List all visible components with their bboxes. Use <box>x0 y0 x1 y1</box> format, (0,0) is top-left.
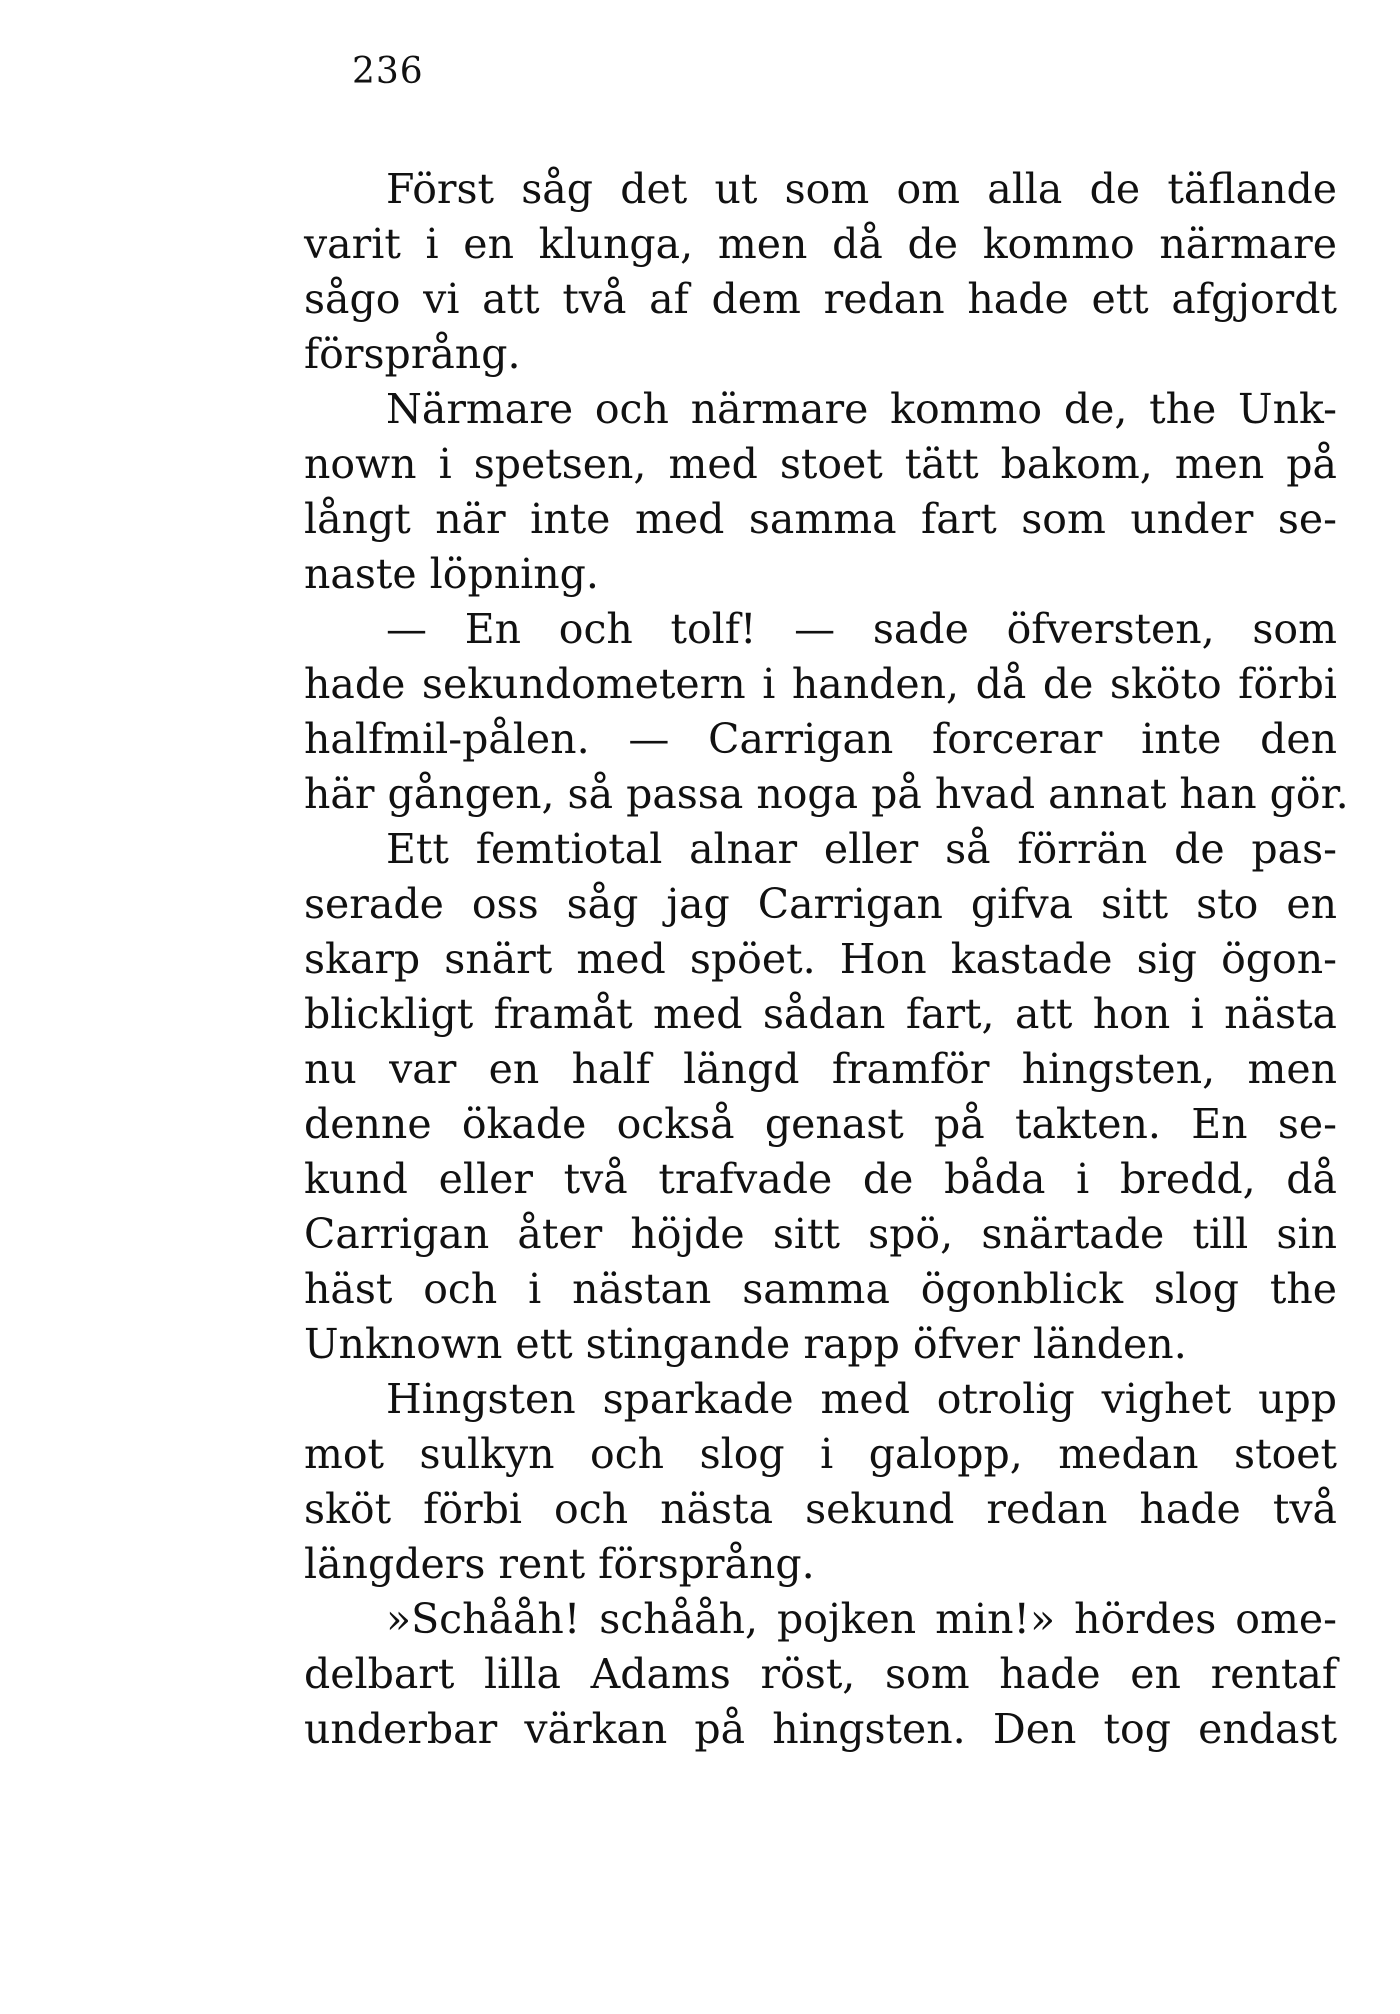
text-line: underbar värkan på hingsten. Den tog endast <box>304 1705 1337 1753</box>
text-line: serade oss såg jag Carrigan gifva sitt sto en <box>304 880 1337 928</box>
text-line: kund eller två trafvade de båda i bredd, då <box>304 1155 1337 1203</box>
text-line: försprång. <box>304 330 521 378</box>
text-line: Hingsten sparkade med otrolig vighet upp <box>386 1375 1337 1423</box>
text-line: nown i spetsen, med stoet tätt bakom, men på <box>304 440 1337 488</box>
text-line: skarp snärt med spöet. Hon kastade sig ögon- <box>304 935 1337 983</box>
body-text <box>304 162 1349 1757</box>
text-line: denne ökade också genast på takten. En se- <box>304 1100 1337 1148</box>
text-line: Närmare och närmare kommo de, the Unk- <box>386 385 1337 433</box>
text-line: här gången, så passa noga på hvad annat han gör. <box>304 770 1349 818</box>
text-line: Ett femtiotal alnar eller så förrän de pas- <box>386 825 1337 873</box>
text-line: Carrigan åter höjde sitt spö, snärtade till sin <box>304 1210 1337 1258</box>
text-line: mot sulkyn och slog i galopp, medan stoet <box>304 1430 1337 1478</box>
text-line: — En och tolf! — sade öfversten, som <box>386 605 1337 653</box>
text-line: sköt förbi och nästa sekund redan hade två <box>304 1485 1337 1533</box>
text-line: hade sekundometern i handen, då de sköto förbi <box>304 660 1337 708</box>
text-line: Unknown ett stingande rapp öfver länden. <box>304 1320 1187 1368</box>
page-number: 236 <box>352 51 424 92</box>
text-line: sågo vi att två af dem redan hade ett afgjordt <box>304 275 1337 323</box>
text-line: blickligt framåt med sådan fart, att hon i nästa <box>304 990 1337 1038</box>
text-line: nu var en half längd framför hingsten, men <box>304 1045 1337 1093</box>
text-line: Först såg det ut som om alla de täflande <box>386 165 1337 213</box>
text-line: »Schååh! schååh, pojken min!» hördes ome- <box>386 1595 1337 1643</box>
text-line: halfmil-pålen. — Carrigan forcerar inte den <box>304 715 1337 763</box>
text-line: naste löpning. <box>304 550 599 598</box>
text-line: längders rent försprång. <box>304 1540 815 1588</box>
text-line: varit i en klunga, men då de kommo närmare <box>304 220 1337 268</box>
text-line: långt när inte med samma fart som under se- <box>304 495 1337 543</box>
text-line: häst och i nästan samma ögonblick slog the <box>304 1265 1337 1313</box>
text-line: delbart lilla Adams röst, som hade en rentaf <box>304 1650 1337 1698</box>
